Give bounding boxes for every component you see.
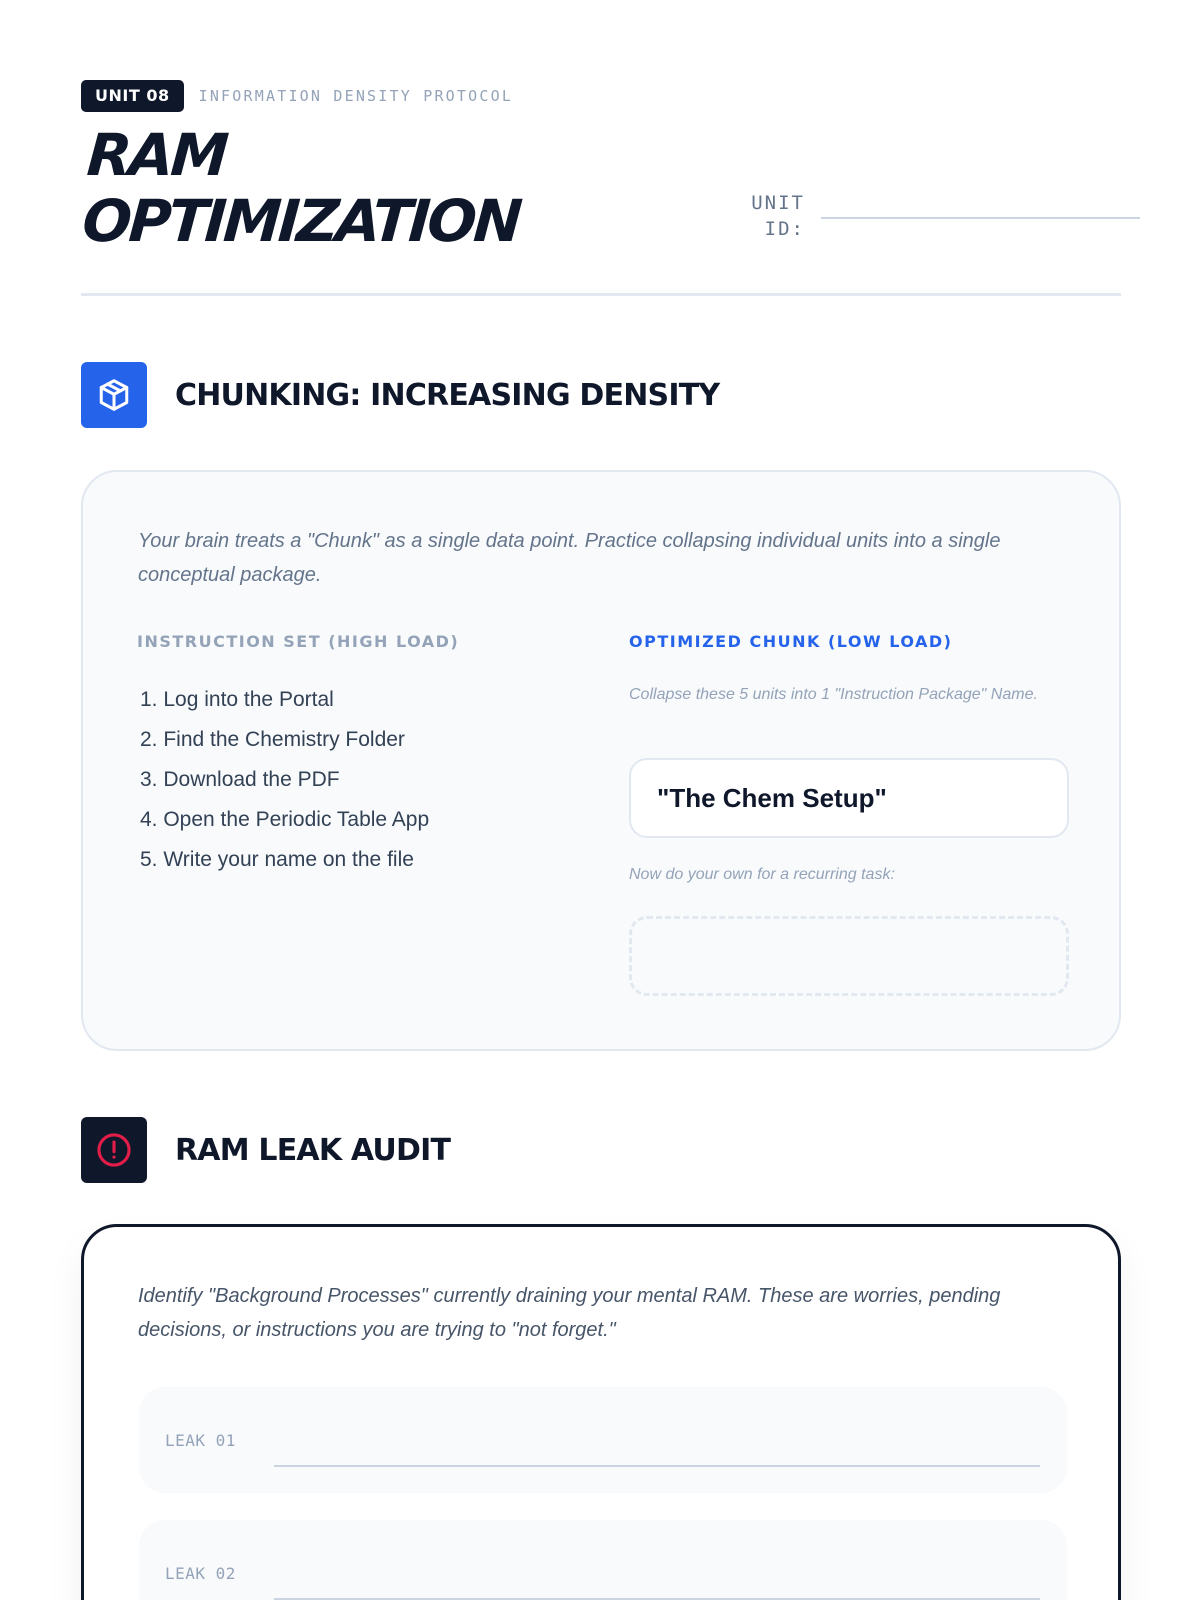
chunking-title: CHUNKING: INCREASING DENSITY [175,377,720,413]
alert-circle-icon [81,1117,147,1183]
leak-audit-card [81,1224,1121,1600]
cube-icon [81,362,147,428]
own-task-hint: Now do your own for a recurring task: [629,866,895,883]
optimized-chunk-label: OPTIMIZED CHUNK (LOW LOAD) [629,632,953,651]
chunking-intro: Your brain treats a "Chunk" as a single data point. Practice collapsing individual units into a single conceptual package. [138,530,1001,586]
leak-audit-title: RAM LEAK AUDIT [175,1132,451,1168]
list-item: 2. Find the Chemistry Folder [140,728,405,751]
instruction-list [140,680,429,880]
list-item: 1. Log into the Portal [140,688,334,711]
leak-label: LEAK 02 [165,1564,236,1583]
leak-label: LEAK 01 [165,1431,236,1450]
worksheet-header [81,80,1121,296]
unit-id-field[interactable] [729,190,1140,242]
unit-id-label: UNIT ID: [751,192,805,240]
title-line-1: RAM [84,121,228,189]
instruction-set-label: INSTRUCTION SET (HIGH LOAD) [137,632,460,651]
chunking-card [81,470,1121,1051]
leak-audit-intro: Identify "Background Processes" currently draining your mental RAM. These are worries, pending decisions, or instructions you are trying to "not forget." [138,1285,1001,1341]
page-title [80,122,526,254]
list-item: 5. Write your name on the file [140,848,414,871]
chunking-section-heading [81,362,719,428]
leak-row[interactable] [139,1387,1067,1493]
title-line-2: OPTIMIZATION [80,187,522,255]
unit-badge: UNIT 08 [81,80,184,112]
collapse-hint: Collapse these 5 units into 1 "Instruction Package" Name. [629,686,1038,703]
list-item: 3. Download the PDF [140,768,340,791]
example-chunk-box: "The Chem Setup" [629,758,1069,838]
leak-input-line[interactable] [274,1465,1040,1467]
own-chunk-input[interactable] [629,916,1069,996]
unit-row [81,80,1121,112]
leak-row[interactable] [139,1520,1067,1600]
unit-id-input-line[interactable] [821,217,1140,219]
list-item: 4. Open the Periodic Table App [140,808,430,831]
protocol-label: INFORMATION DENSITY PROTOCOL [198,87,514,105]
leak-audit-section-heading [81,1117,450,1183]
